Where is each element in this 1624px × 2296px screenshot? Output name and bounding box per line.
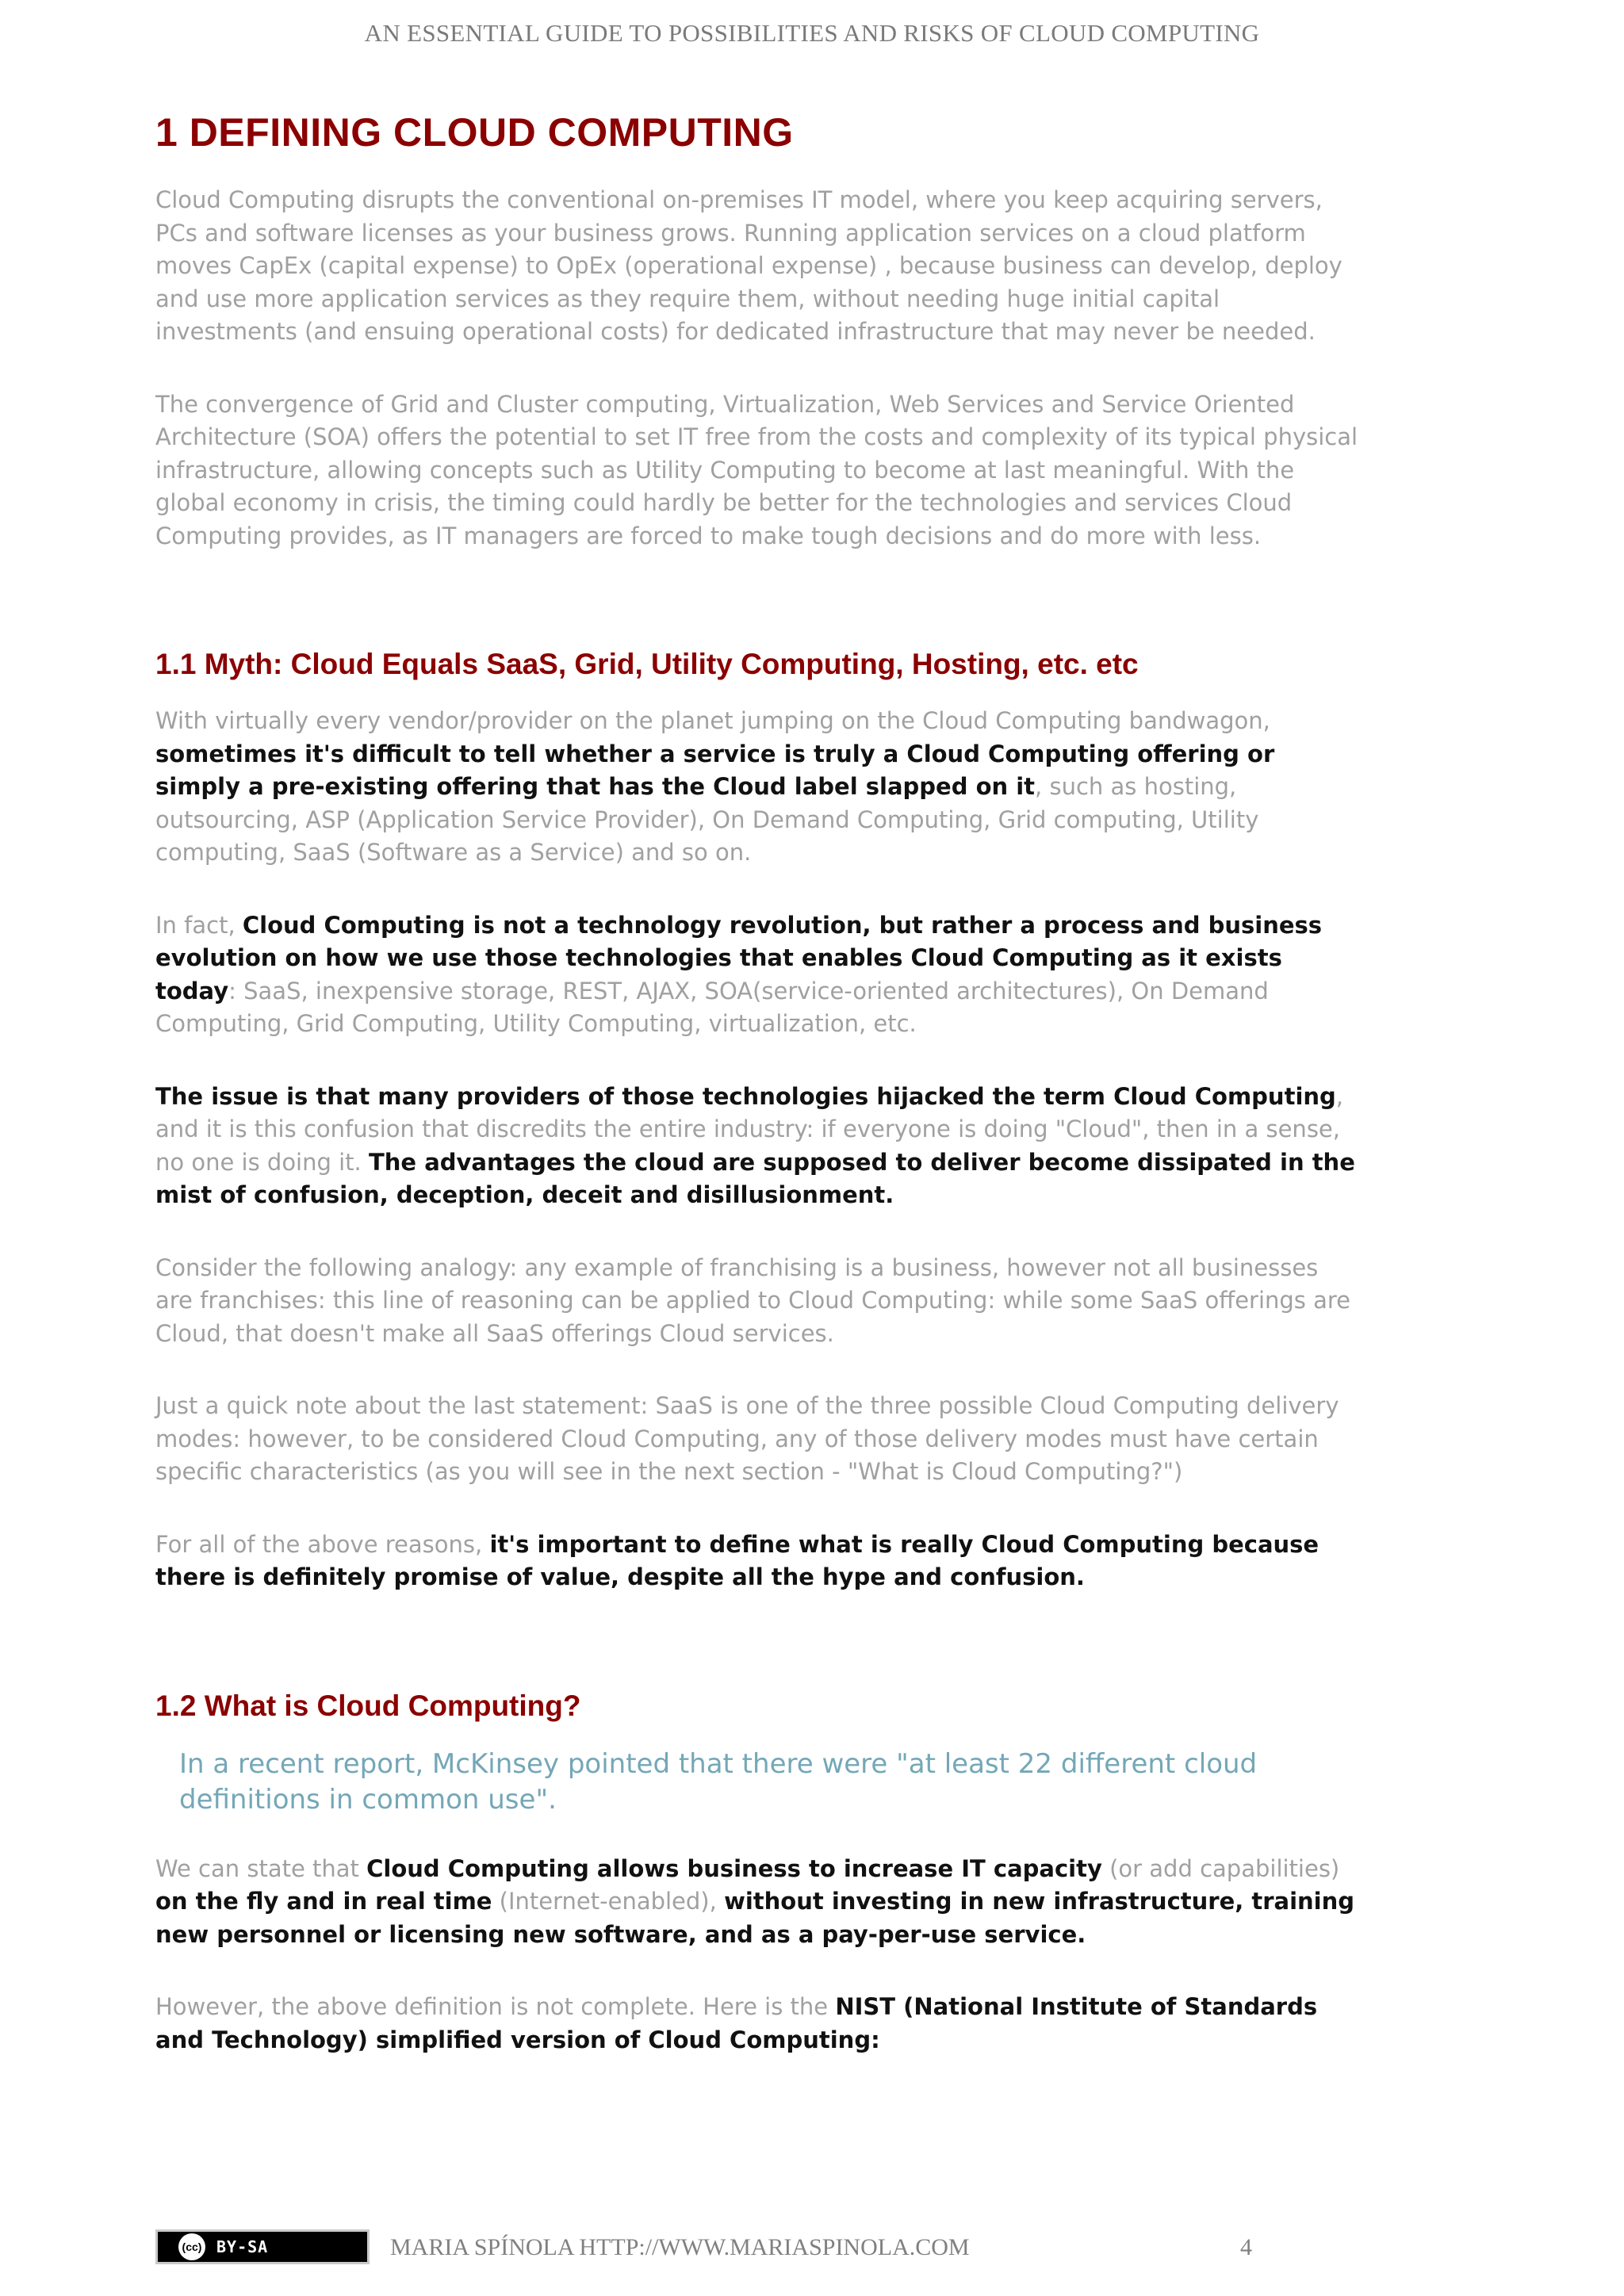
myth-paragraph-5: Just a quick note about the last statement: SaaS is one of the three possible Cloud Computing delivery modes: however, to be considered Cloud Computing, any of those delivery modes must have certain specific characteristics (as you will see in the next section - "What is Cloud Computing?") [155,1392,1339,1485]
myth-paragraph-6 [155,1529,1361,1594]
definition-paragraph-1 [155,1853,1361,1952]
myth-paragraph-4: Consider the following analogy: any example of franchising is a business, however not all businesses are franchises: this line of reasoning can be applied to Cloud Computing: while some SaaS offerings are Cloud, that doesn't make all SaaS offerings Cloud services. [155,1253,1351,1347]
text-run: (or add capabilities) [1101,1854,1340,1882]
text-run: , and it is this confusion that discredits the entire industry: if everyone is doing "Cloud", then in a sense, no one is doing it. [155,1082,1344,1176]
text-run: : SaaS, inexpensive storage, REST, AJAX, SOA(service-oriented architectures), On Demand Computing, Grid Computing, Utility Computing, virtualization, etc. [155,977,1269,1037]
bold-text-run: on the fly and in real time [155,1888,492,1915]
bold-text-run: Cloud Computing allows business to increase IT capacity [366,1854,1102,1882]
page-footer [155,2229,1266,2266]
bold-text-run: NIST (National Institute of Standards and Technology) simplified version of Cloud Computing: [155,1993,1318,2053]
page-number: 4 [1240,2234,1252,2260]
footer-author-url: MARIA SPÍNOLA HTTP://WWW.MARIASPINOLA.COM [390,2234,970,2260]
running-header: AN ESSENTIAL GUIDE TO POSSIBILITIES AND RISKS OF CLOUD COMPUTING [364,19,1260,47]
bold-text-run: it's important to define what is really Cloud Computing because there is definitely promise of value, despite all the hype and confusion. [155,1530,1320,1590]
cc-by-sa-license-badge[interactable] [155,2229,370,2264]
text-run: In fact, [155,911,243,939]
intro-paragraph-1: Cloud Computing disrupts the conventional on-premises IT model, where you keep acquiring servers, PCs and software licenses as your business grows. Running application services on a cloud platform moves CapEx (capital expense) to OpEx (operational expense) , because business can develop, deploy and use more application services as they require them, without needing huge initial capital investments (and ensuing operational costs) for dedicated infrastructure that may never be needed. [155,186,1342,345]
bold-text-run: Cloud Computing is not a technology revolution, but rather a process and business evolution on how we use those technologies that enables Cloud Computing as it exists today [155,911,1323,1004]
mckinsey-quote: In a recent report, McKinsey pointed that there were "at least 22 different cloud definitions in common use". [179,1747,1258,1816]
bold-text-run: without investing in new infrastructure, training new personnel or licensing new software, and as a pay-per-use service. [155,1888,1355,1948]
creative-commons-icon: (cc) [178,2233,205,2260]
section-1-2-heading: 1.2 What is Cloud Computing? [155,1689,581,1722]
text-run: , such as hosting, outsourcing, ASP (Application Service Provider), On Demand Computing, Grid computing, Utility computing, SaaS (Software as a Service) and so on. [155,773,1259,866]
license-label: BY-SA [216,2237,269,2256]
definition-paragraph-2 [155,1991,1361,2057]
bold-text-run: The advantages the cloud are supposed to deliver become dissipated in the mist of confusion, deception, deceit and disillusionment. [155,1148,1355,1208]
intro-paragraph-2: The convergence of Grid and Cluster computing, Virtualization, Web Services and Service Oriented Architecture (SOA) offers the potential to set IT free from the costs and complexity of its typical physical infrastructure, allowing concepts such as Utility Computing to become at last meaningful. With the global economy in crisis, the timing could hardly be better for the technologies and services Cloud Computing provides, as IT managers are forced to make tough decisions and do more with less. [155,390,1358,549]
text-run: (Internet-enabled), [492,1888,725,1915]
chapter-title: 1 DEFINING CLOUD COMPUTING [155,110,794,155]
bold-text-run: The issue is that many providers of those technologies hijacked the term Cloud Computing [155,1082,1336,1110]
text-run: However, the above definition is not complete. Here is the [155,1993,836,2020]
bold-text-run: sometimes it's difficult to tell whether a service is truly a Cloud Computing offering or simply a pre-existing offering that has the Cloud label slapped on it [155,740,1275,800]
text-run: With virtually every vendor/provider on the planet jumping on the Cloud Computing bandwagon, [155,707,1270,734]
section-1-1-heading: 1.1 Myth: Cloud Equals SaaS, Grid, Utility Computing, Hosting, etc. etc [155,648,1139,680]
myth-paragraph-1 [155,705,1361,870]
text-run: We can state that [155,1854,367,1882]
myth-paragraph-3 [155,1081,1361,1212]
main-content [155,109,1361,2096]
myth-paragraph-2 [155,909,1361,1041]
text-run: For all of the above reasons, [155,1530,490,1558]
